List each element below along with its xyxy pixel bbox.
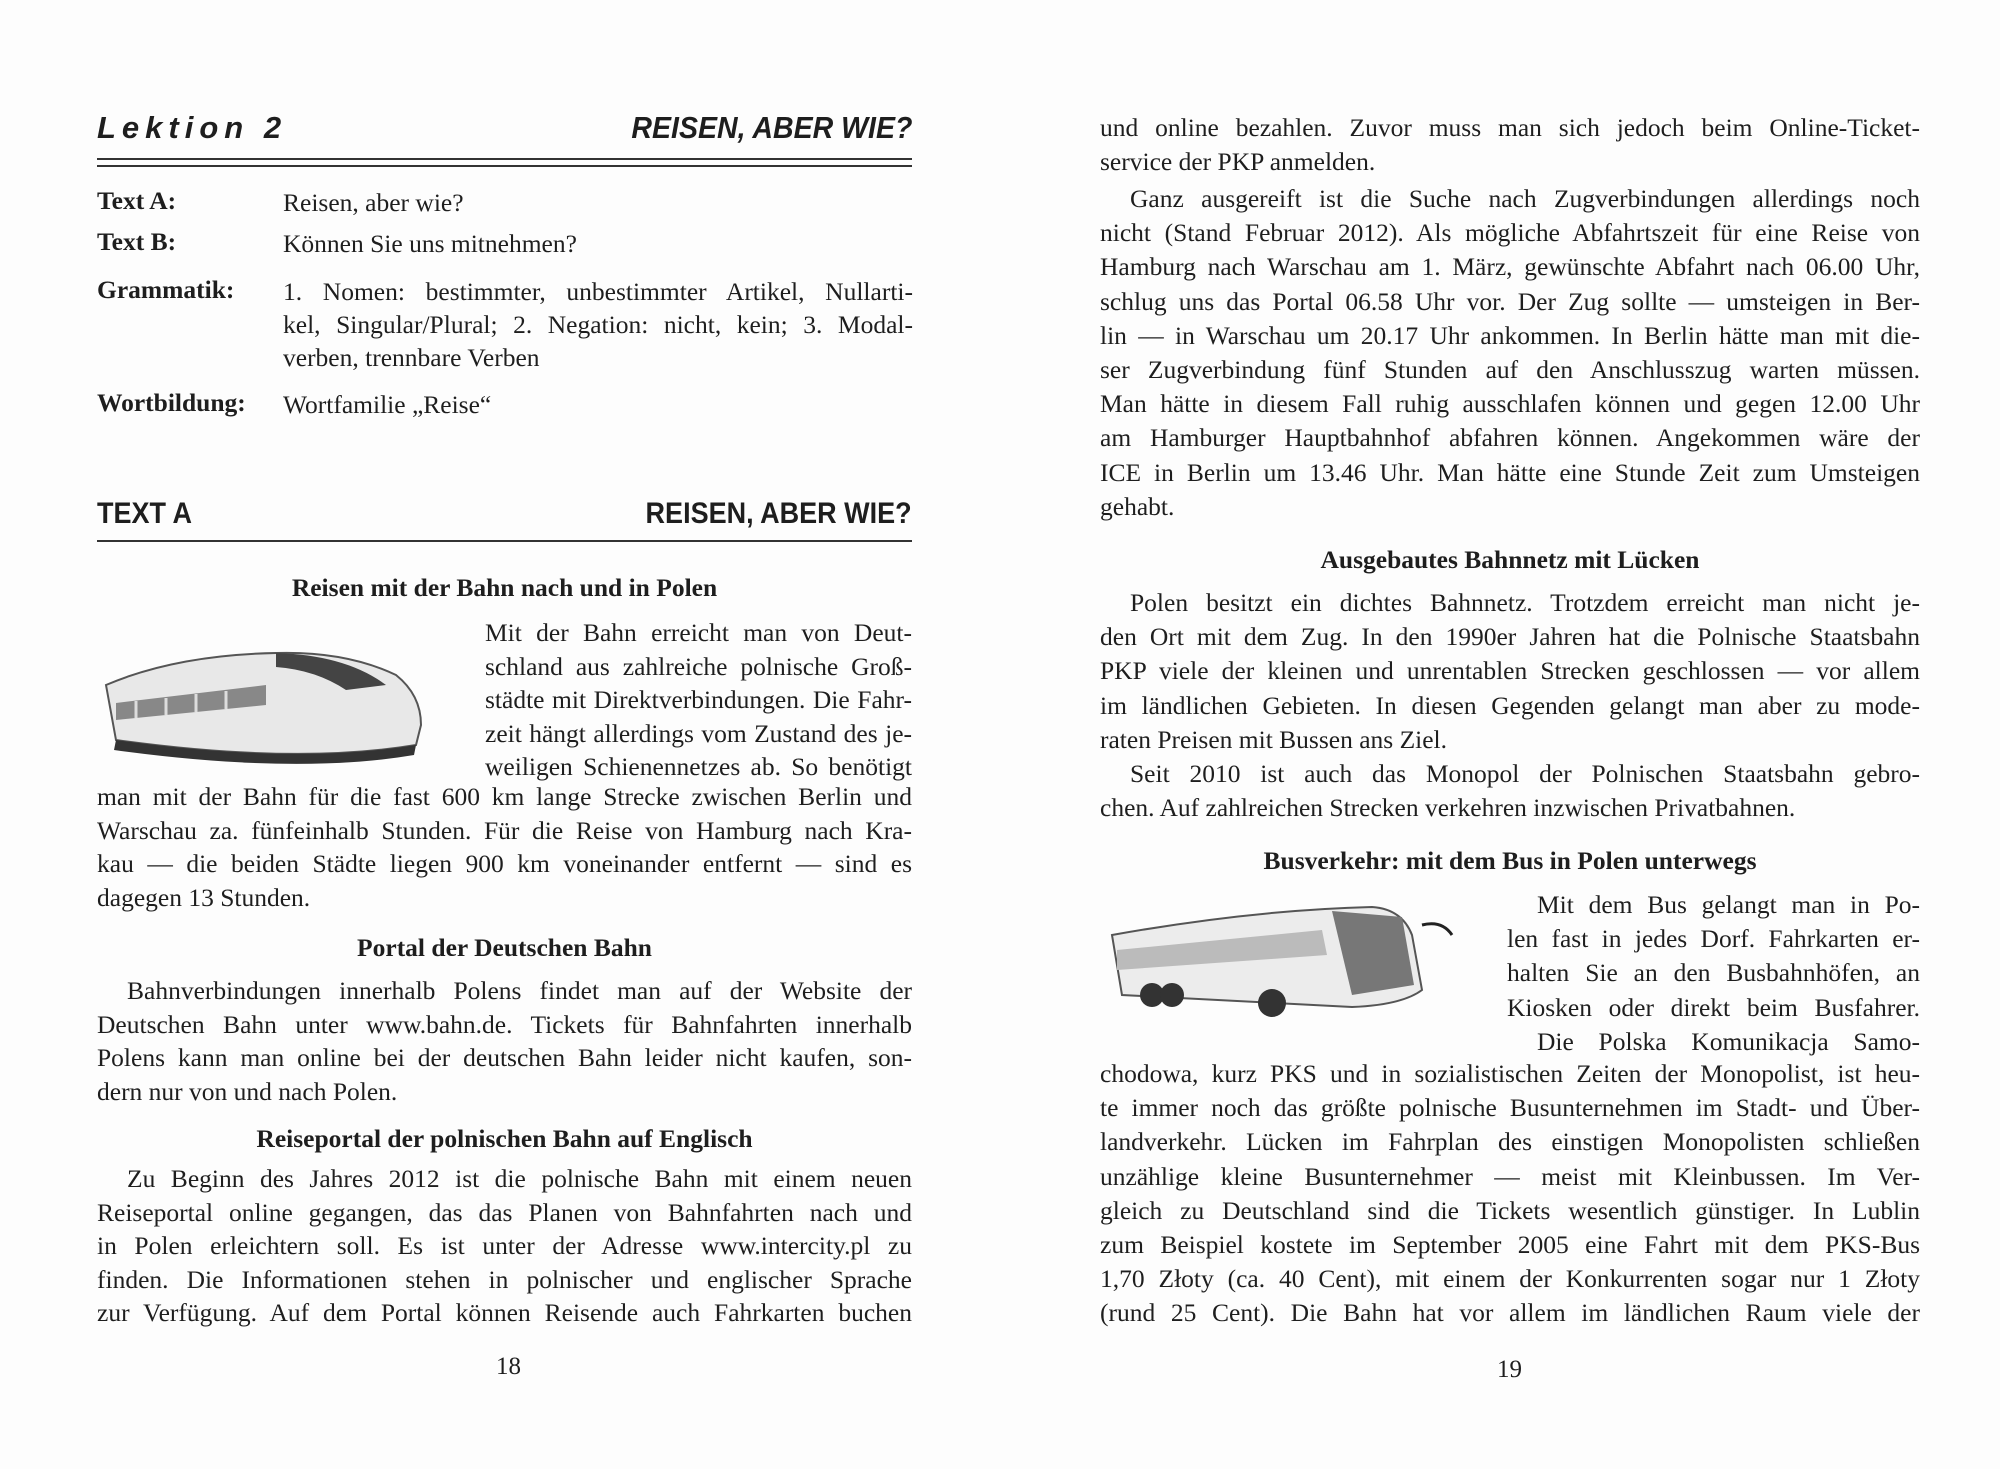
- text-line: Mit der Bahn erreicht man von Deut-: [485, 618, 912, 647]
- text-line: Polens kann man online bei der deutschen Bahn leider nicht kaufen, son-: [97, 1043, 912, 1073]
- text-line: Kiosken oder direkt beim Busfahrer.: [1507, 992, 1920, 1022]
- text-line: Reisen, aber wie?: [283, 188, 464, 217]
- section-rule: [97, 540, 912, 542]
- text-line: PKP viele der kleinen und unrentablen Strecken geschlossen — vor allem: [1100, 656, 1920, 686]
- subheading: Ausgebautes Bahnnetz mit Lücken: [1320, 545, 1700, 574]
- overview-label: Grammatik:: [97, 275, 235, 304]
- text-line: chodowa, kurz PKS und in sozialistischen Zeiten der Monopolist, ist heu-: [1100, 1059, 1920, 1088]
- subheading: Busverkehr: mit dem Bus in Polen unterwegs: [1263, 846, 1757, 875]
- subheading: Reisen mit der Bahn nach und in Polen: [291, 573, 718, 602]
- text-line: 1. Nomen: bestimmter, unbestimmter Artikel, Nullarti-: [283, 277, 913, 306]
- text-line: raten Preisen mit Bussen ans Ziel.: [1100, 724, 1448, 754]
- text-line: ser Zugverbindung fünf Stunden auf den Anschlusszug warten müssen.: [1100, 354, 1920, 384]
- text-line: zum Beispiel kostete im September 2005 eine Fahrt mit dem PKS-Bus: [1100, 1229, 1920, 1259]
- train-image: [96, 615, 426, 775]
- text-line: gehabt.: [1100, 491, 1175, 521]
- text-line: ICE in Berlin um 13.46 Uhr. Man hätte eine Stunde Zeit zum Umsteigen: [1100, 457, 1920, 487]
- running-title: REISEN, ABER WIE?: [630, 110, 912, 145]
- text-line: gleich zu Deutschland sind die Tickets wesentlich günstiger. In Lublin: [1100, 1195, 1920, 1225]
- text-line: Polen besitzt ein dichtes Bahnnetz. Trotzdem erreicht man nicht je-: [1130, 588, 1920, 617]
- text-line: nicht (Stand Februar 2012). Als mögliche Abfahrtszeit für eine Reise von: [1100, 218, 1920, 248]
- text-line: Hamburg nach Warschau am 1. März, gewünschte Abfahrt nach 06.00 Uhr,: [1100, 252, 1920, 282]
- subheading: Reiseportal der polnischen Bahn auf Englisch: [256, 1124, 753, 1153]
- paragraph: [1100, 586, 1920, 757]
- section-title: REISEN, ABER WIE?: [645, 497, 912, 530]
- text-line: Man hätte in diesem Fall ruhig ausschlafen können und gegen 12.00 Uhr: [1100, 389, 1920, 419]
- paragraph: [1100, 1057, 1920, 1331]
- text-line: finden. Die Informationen stehen in polnischer und englischer Sprache: [97, 1264, 912, 1294]
- text-line: man mit der Bahn für die fast 600 km lange Strecke zwischen Berlin und: [97, 782, 912, 811]
- text-line: in Polen erleichtern soll. Es ist unter der Adresse www.intercity.pl zu: [97, 1231, 912, 1261]
- text-line: Die Polska Komunikacja Samo-: [1537, 1026, 1920, 1056]
- text-line: Mit dem Bus gelangt man in Po-: [1537, 890, 1920, 919]
- page-number: 19: [1497, 1356, 1522, 1383]
- text-line: te immer noch das größte polnische Busunternehmen im Stadt- und Über-: [1100, 1093, 1920, 1123]
- text-line: len fast in jedes Dorf. Fahrkarten er-: [1507, 924, 1920, 954]
- paragraph-wrapped: [485, 616, 912, 784]
- text-line: schlug uns das Portal 06.58 Uhr vor. Der Zug sollte — umsteigen in Ber-: [1100, 286, 1920, 316]
- paragraph: [1100, 111, 1920, 179]
- text-line: Können Sie uns mitnehmen?: [283, 229, 577, 258]
- paragraph-wrapped: [1507, 888, 1920, 1059]
- paragraph: [1100, 182, 1920, 524]
- text-line: verben, trennbare Verben: [283, 343, 540, 372]
- paragraph: [97, 974, 912, 1108]
- text-line: den Ort mit dem Zug. In den 1990er Jahren hat die Polnische Staatsbahn: [1100, 622, 1920, 652]
- subheading: Portal der Deutschen Bahn: [357, 933, 652, 962]
- text-line: Bahnverbindungen innerhalb Polens findet man auf der Website der: [127, 976, 912, 1005]
- text-line: städte mit Direktverbindungen. Die Fahr-: [485, 685, 912, 715]
- text-line: landverkehr. Lücken im Fahrplan des einstigen Monopolisten schließen: [1100, 1127, 1920, 1157]
- text-line: dern nur von und nach Polen.: [97, 1076, 398, 1106]
- text-line: 1,70 Złoty (ca. 40 Cent), mit einem der Konkurrenten sogar nur 1 Złoty: [1100, 1264, 1920, 1294]
- text-line: weiligen Schienennetzes ab. So benötigt: [485, 752, 912, 782]
- overview-label: Text A:: [97, 186, 177, 215]
- text-line: zeit hängt allerdings vom Zustand des je-: [485, 718, 912, 748]
- text-line: und online bezahlen. Zuvor muss man sich jedoch beim Online-Ticket-: [1100, 113, 1920, 142]
- text-line: Wortfamilie „Reise“: [283, 390, 492, 419]
- overview-value: [283, 186, 913, 219]
- page-number: 18: [496, 1353, 521, 1380]
- text-line: Reiseportal online gegangen, das das Planen von Bahnfahrten nach und: [97, 1197, 912, 1227]
- text-line: Ganz ausgereift ist die Suche nach Zugverbindungen allerdings noch: [1130, 184, 1920, 213]
- text-line: (rund 25 Cent). Die Bahn hat vor allem im ländlichen Raum viele der: [1100, 1298, 1920, 1328]
- text-line: zur Verfügung. Auf dem Portal können Reisende auch Fahrkarten buchen: [97, 1298, 912, 1328]
- paragraph: [97, 780, 912, 914]
- text-line: dagegen 13 Stunden.: [97, 882, 311, 912]
- bus-image: [1102, 895, 1492, 1030]
- overview-value: [283, 227, 913, 260]
- text-line: Seit 2010 ist auch das Monopol der Polnischen Staatsbahn gebro-: [1130, 759, 1920, 788]
- text-line: service der PKP anmelden.: [1100, 147, 1376, 177]
- overview-label: Wortbildung:: [97, 388, 246, 417]
- overview-value: [283, 275, 913, 374]
- text-line: im ländlichen Gebieten. In diesen Gegenden gelangt man aber zu mode-: [1100, 690, 1920, 720]
- paragraph: [1100, 757, 1920, 825]
- overview-value: [283, 388, 913, 421]
- text-line: schland aus zahlreiche polnische Groß-: [485, 651, 912, 681]
- text-line: Warschau za. fünfeinhalb Stunden. Für die Reise von Hamburg nach Kra-: [97, 815, 912, 845]
- text-line: chen. Auf zahlreichen Strecken verkehren inzwischen Privatbahnen.: [1100, 793, 1796, 823]
- text-line: am Hamburger Hauptbahnhof abfahren können. Angekommen wäre der: [1100, 423, 1920, 453]
- header-rule: [97, 158, 912, 160]
- paragraph: [97, 1162, 912, 1330]
- text-line: halten Sie an den Busbahnhöfen, an: [1507, 958, 1920, 988]
- text-line: kel, Singular/Plural; 2. Negation: nicht, kein; 3. Modal-: [283, 310, 913, 339]
- text-line: Zu Beginn des Jahres 2012 ist die polnische Bahn mit einem neuen: [127, 1164, 912, 1193]
- section-label: TEXT A: [97, 497, 193, 530]
- header-rule: [97, 165, 912, 167]
- lesson-label: Lektion 2: [97, 110, 288, 145]
- overview-label: Text B:: [97, 227, 177, 256]
- text-line: Deutschen Bahn unter www.bahn.de. Tickets für Bahnfahrten innerhalb: [97, 1009, 912, 1039]
- text-line: kau — die beiden Städte liegen 900 km voneinander entfernt — sind es: [97, 849, 912, 879]
- text-line: unzählige kleine Busunternehmer — meist mit Kleinbussen. Im Ver-: [1100, 1161, 1920, 1191]
- text-line: lin — in Warschau um 20.17 Uhr ankommen. In Berlin hätte man mit die-: [1100, 320, 1920, 350]
